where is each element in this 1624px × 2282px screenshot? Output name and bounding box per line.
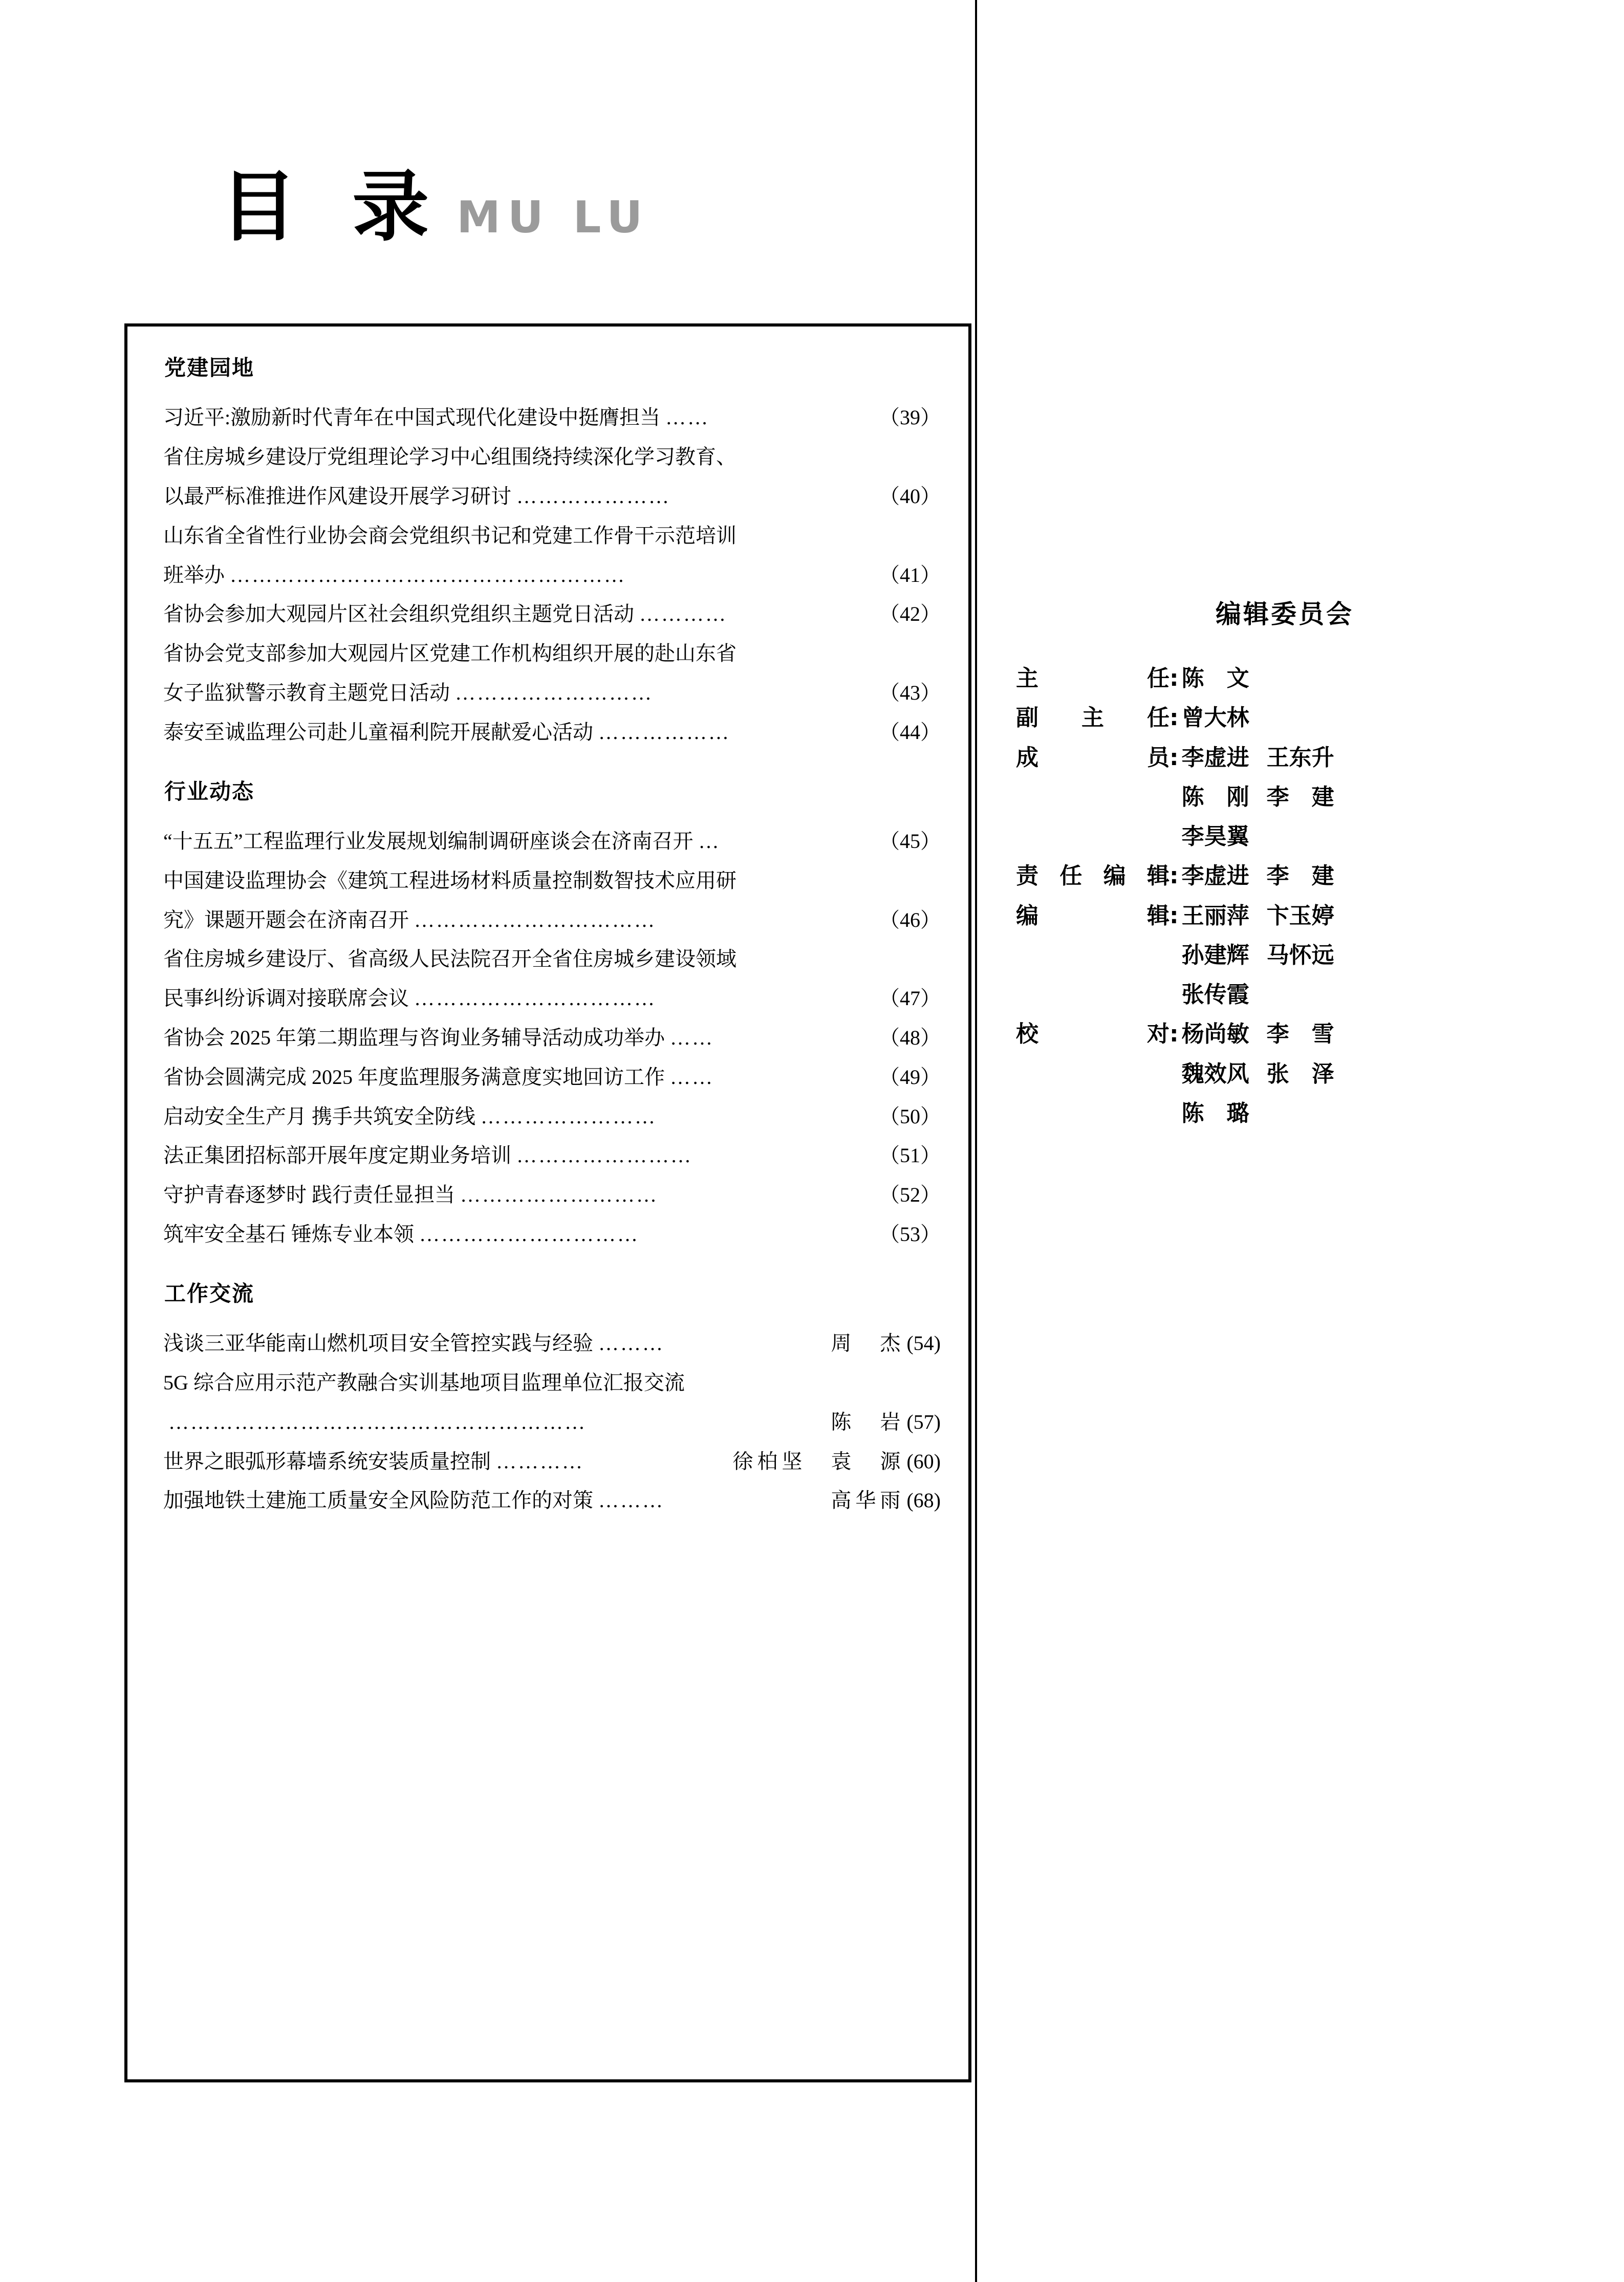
- toc-entry[interactable]: [163, 940, 941, 979]
- toc-page-number: （48）: [879, 1026, 941, 1049]
- board-name: 陈 璐: [1181, 1100, 1249, 1126]
- toc-leader: ………………………………………………: [230, 563, 626, 586]
- toc-entry[interactable]: [163, 1176, 941, 1215]
- board-role-label: 校对: [1016, 1021, 1170, 1048]
- toc-leader: ………………………: [460, 1183, 658, 1207]
- board-row-editors: [1016, 898, 1533, 934]
- board-name: 李虚进: [1181, 863, 1249, 889]
- toc-entry-title: 加强地铁土建施工质量安全风险防范工作的对策: [163, 1489, 593, 1512]
- toc-entry-title: 守护青春逐梦时 践行责任显担当: [163, 1183, 455, 1207]
- toc-page-number: （40）: [879, 484, 941, 508]
- board-names: 陈 文: [1181, 665, 1249, 691]
- toc-entry-title: 启动安全生产月 携手共筑安全防线: [163, 1104, 475, 1128]
- board-colon: :: [1170, 863, 1179, 889]
- toc-page-number: （52）: [879, 1183, 941, 1207]
- toc-entry-title: 省协会 2025 年第二期监理与咨询业务辅导活动成功举办: [163, 1026, 665, 1049]
- board-colon: :: [1170, 744, 1179, 771]
- toc-entry-title: 省住房城乡建设厅、省高级人民法院召开全省住房城乡建设领域: [163, 947, 737, 971]
- toc-leader: …………………………: [419, 1222, 639, 1246]
- board-row-members-cont2: [1016, 818, 1533, 855]
- toc-entry-title: 班举办: [163, 563, 225, 586]
- masthead-pinyin: MU LU: [457, 192, 650, 243]
- board-names: [1182, 1016, 1533, 1052]
- toc-entry-title: 究》课题开题会在济南召开: [163, 908, 409, 931]
- toc-page-number: （47）: [879, 987, 941, 1010]
- toc-entry[interactable]: [163, 595, 941, 634]
- toc-page-number: （41）: [879, 563, 941, 586]
- board-row-proofreaders-cont2: [1016, 1095, 1533, 1132]
- board-role-label: 责任编辑: [1016, 863, 1170, 889]
- toc-entry[interactable]: [163, 1058, 941, 1097]
- toc-entry-title: 女子监狱警示教育主题党日活动: [163, 681, 450, 704]
- board-row-proofreaders: [1016, 1016, 1533, 1052]
- toc-page-number: (68): [906, 1489, 941, 1512]
- toc-entry-title: 以最严标准推进作风建设开展学习研讨: [163, 484, 511, 508]
- toc-entry[interactable]: [163, 673, 941, 713]
- board-name: 陈 刚: [1181, 784, 1249, 810]
- toc-leader: …………………: [516, 484, 670, 508]
- board-names: 曾大林: [1181, 705, 1249, 731]
- toc-entry-title: 法正集团招标部开展年度定期业务培训: [163, 1144, 511, 1167]
- toc-leader: ……………………………: [414, 908, 656, 931]
- page-title: [220, 163, 650, 252]
- toc-entry-author: 高华雨: [831, 1489, 905, 1512]
- board-colon: :: [1170, 705, 1179, 731]
- toc-entry-title: 世界之眼弧形幕墙系统安装质量控制: [163, 1449, 491, 1473]
- board-role-label: 成员: [1016, 744, 1170, 771]
- board-name: 李虚进: [1181, 744, 1249, 771]
- toc-page-number: （43）: [879, 681, 941, 704]
- toc-entry[interactable]: [163, 1018, 941, 1058]
- toc-content: [127, 327, 968, 2079]
- toc-entry-title: 中国建设监理协会《建筑工程进场材料质量控制数智技术应用研: [163, 868, 737, 892]
- board-name: 李昊翼: [1181, 823, 1249, 850]
- toc-leader: ………………………: [455, 681, 653, 704]
- toc-frame: [124, 323, 971, 2082]
- board-row-editors-cont: [1016, 937, 1533, 973]
- toc-leader: …: [698, 829, 721, 853]
- toc-page-number: （45）: [879, 829, 941, 853]
- board-row-director: [1016, 660, 1533, 697]
- toc-entry-title: 省协会圆满完成 2025 年度监理服务满意度实地回访工作: [163, 1065, 665, 1089]
- board-name: 魏效风: [1181, 1060, 1249, 1087]
- toc-entry[interactable]: [163, 438, 941, 477]
- board-name: 李 雪: [1266, 1021, 1334, 1048]
- toc-leader: ………: [598, 1332, 664, 1355]
- toc-page-number: （42）: [879, 602, 941, 626]
- board-name: 卞玉婷: [1266, 902, 1334, 929]
- toc-page-number: （50）: [879, 1104, 941, 1128]
- board-names: [1182, 818, 1533, 855]
- toc-page-number: （46）: [879, 908, 941, 931]
- toc-entry[interactable]: [163, 713, 941, 752]
- toc-entry[interactable]: [163, 861, 941, 901]
- board-colon: :: [1170, 902, 1179, 929]
- toc-entry[interactable]: [163, 979, 941, 1018]
- toc-leader: …………………………………………………: [168, 1410, 587, 1433]
- toc-entry[interactable]: [163, 398, 941, 438]
- toc-page-number: （51）: [879, 1144, 941, 1167]
- toc-leader: ……………………………: [414, 987, 656, 1010]
- toc-entry-title: 山东省全省性行业协会商会党组织书记和党建工作骨干示范培训: [163, 524, 737, 547]
- board-name: 张传霞: [1181, 982, 1249, 1008]
- board-row-proofreaders-cont: [1016, 1056, 1533, 1092]
- board-names: [1182, 858, 1533, 894]
- board-role-label: 副主任: [1016, 705, 1170, 731]
- toc-entry-title: 泰安至诚监理公司赴儿童福利院开展献爱心活动: [163, 720, 593, 744]
- toc-entry-title: 省住房城乡建设厅党组理论学习中心组围绕持续深化学习教育、: [163, 445, 737, 469]
- board-row-editors-cont2: [1016, 976, 1533, 1013]
- board-names: [1182, 976, 1533, 1013]
- toc-leader: ………………: [598, 720, 730, 744]
- board-names: [1182, 779, 1533, 815]
- board-role-label: 主任: [1016, 665, 1170, 691]
- board-row-managing-editor: [1016, 858, 1533, 894]
- editorial-board-title: 编辑委员会: [1216, 599, 1354, 629]
- toc-leader: …………: [639, 602, 727, 626]
- toc-entry[interactable]: [163, 901, 941, 940]
- toc-page-number: (57): [906, 1410, 941, 1433]
- toc-entry-title: 5G 综合应用示范产教融合实训基地项目监理单位汇报交流: [163, 1371, 685, 1394]
- toc-entry-author: 周 杰: [831, 1332, 905, 1355]
- toc-section-heading-0: 党建园地: [164, 355, 255, 380]
- board-names: [1182, 740, 1533, 776]
- toc-entry[interactable]: [163, 1481, 941, 1520]
- toc-page-number: （53）: [879, 1222, 941, 1246]
- board-row-deputy-director: [1016, 700, 1533, 736]
- board-name: 王东升: [1266, 744, 1334, 771]
- board-name: 杨尚敏: [1181, 1021, 1249, 1048]
- toc-entry[interactable]: [163, 477, 941, 516]
- toc-page-number: (54): [906, 1332, 941, 1355]
- board-names: [1182, 1095, 1533, 1132]
- toc-leader: ……………………: [516, 1144, 692, 1167]
- toc-entry-title: 省协会党支部参加大观园片区党建工作机构组织开展的赴山东省: [163, 642, 737, 665]
- toc-entry-title: “十五五”工程监理行业发展规划编制调研座谈会在济南召开: [163, 829, 694, 853]
- board-names: [1182, 1056, 1533, 1092]
- board-name: 马怀远: [1266, 942, 1334, 968]
- board-row-members: [1016, 740, 1533, 776]
- toc-entry-title: 民事纠纷诉调对接联席会议: [163, 987, 409, 1010]
- board-colon: :: [1170, 665, 1179, 691]
- board-role-label: 编辑: [1016, 902, 1170, 929]
- page-divider: [975, 0, 977, 2282]
- board-name: 王丽萍: [1181, 902, 1249, 929]
- toc-entry[interactable]: [163, 1215, 941, 1254]
- toc-leader: ……………………: [481, 1104, 657, 1128]
- board-name: 孙建辉: [1181, 942, 1249, 968]
- toc-entry-author: 陈 岩: [831, 1410, 905, 1433]
- board-names: [1182, 898, 1533, 934]
- toc-entry[interactable]: [163, 1403, 941, 1442]
- toc-leader: ……: [670, 1065, 714, 1089]
- toc-page-number: （49）: [879, 1065, 941, 1089]
- editorial-board: [1016, 594, 1533, 1135]
- toc-entry[interactable]: [163, 1324, 941, 1363]
- toc-leader: ……: [670, 1026, 714, 1049]
- board-colon: :: [1170, 1021, 1179, 1048]
- board-row-members-cont: [1016, 779, 1533, 815]
- toc-section-heading-1: 行业动态: [164, 778, 255, 804]
- toc-entry-title: 省协会参加大观园片区社会组织党组织主题党日活动: [163, 602, 634, 626]
- toc-entry[interactable]: [163, 1442, 941, 1482]
- toc-entry-title: 习近平:激励新时代青年在中国式现代化建设中挺膺担当: [163, 406, 661, 429]
- toc-leader: ………: [598, 1489, 664, 1512]
- toc-page-number: （39）: [879, 406, 941, 429]
- board-name: 李 建: [1266, 863, 1334, 889]
- toc-section-heading-2: 工作交流: [164, 1280, 255, 1306]
- toc-leader: …………: [496, 1449, 584, 1473]
- toc-leader: ……: [665, 406, 710, 429]
- board-name: 李 建: [1266, 784, 1334, 810]
- toc-entry[interactable]: [163, 1136, 941, 1176]
- toc-entry-author: 徐柏坚 袁 源: [732, 1449, 905, 1473]
- toc-entry-title: 筑牢安全基石 锤炼专业本领: [163, 1222, 414, 1246]
- toc-entry[interactable]: [163, 1097, 941, 1137]
- masthead-chinese: 目 录: [220, 163, 444, 252]
- toc-page-number: (60): [906, 1449, 941, 1473]
- toc-entry[interactable]: [163, 1363, 941, 1403]
- board-name: 张 泽: [1266, 1060, 1334, 1087]
- toc-entry[interactable]: [163, 634, 941, 673]
- toc-page-number: （44）: [879, 720, 941, 744]
- toc-entry[interactable]: [163, 516, 941, 556]
- board-names: [1182, 937, 1533, 973]
- toc-entry[interactable]: [163, 822, 941, 861]
- toc-entry[interactable]: [163, 556, 941, 595]
- toc-entry-title: 浅谈三亚华能南山燃机项目安全管控实践与经验: [163, 1332, 593, 1355]
